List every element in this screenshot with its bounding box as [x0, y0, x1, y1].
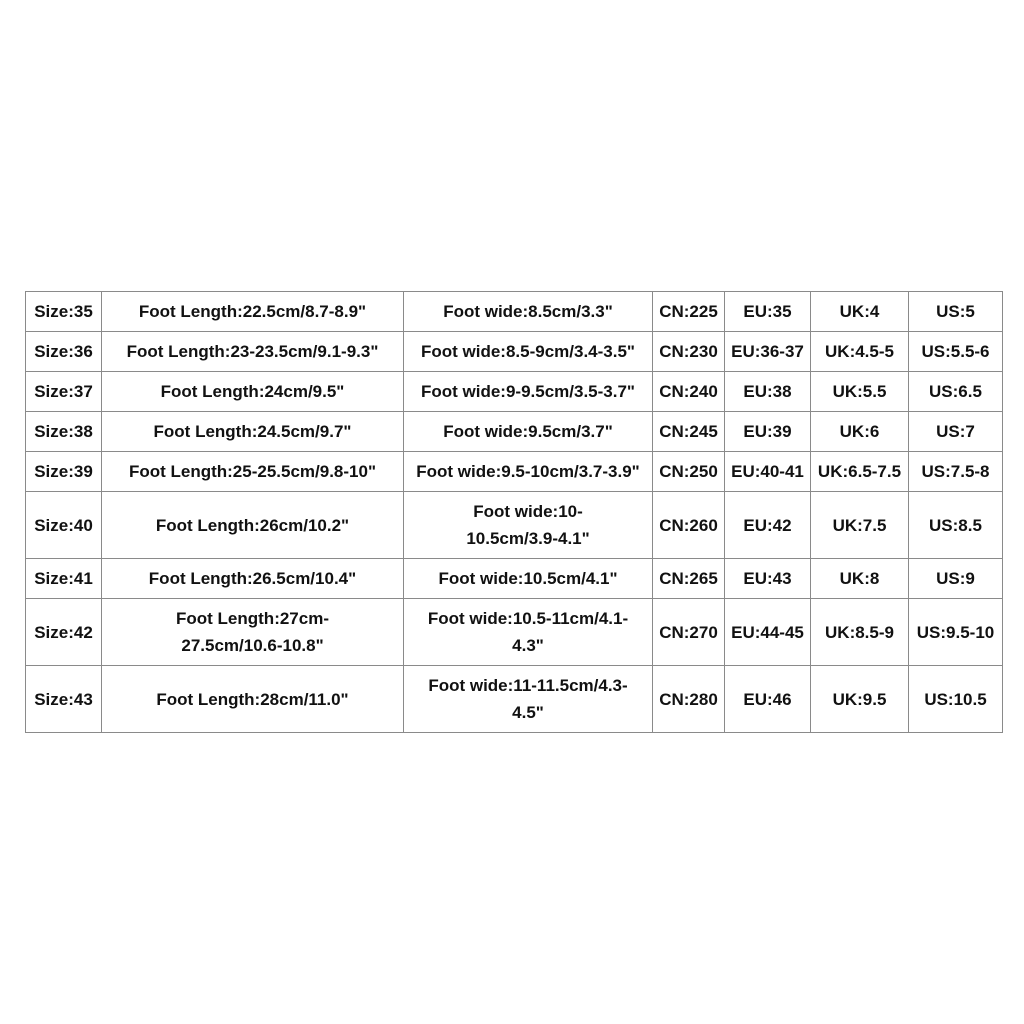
size-cell: Size:37	[26, 372, 102, 412]
eu-size-cell: EU:35	[725, 292, 811, 332]
table-row	[26, 492, 1003, 559]
us-size-cell: US:9	[909, 559, 1003, 599]
foot-wide-cell: Foot wide:9.5-10cm/3.7-3.9"	[404, 452, 653, 492]
eu-size-cell: EU:42	[725, 492, 811, 559]
us-size-cell: US:10.5	[909, 666, 1003, 733]
foot-length-cell: Foot Length:28cm/11.0"	[102, 666, 404, 733]
table-row	[26, 599, 1003, 666]
foot-length-cell: Foot Length:22.5cm/8.7-8.9"	[102, 292, 404, 332]
us-size-cell: US:7.5-8	[909, 452, 1003, 492]
size-cell: Size:43	[26, 666, 102, 733]
eu-size-cell: EU:40-41	[725, 452, 811, 492]
foot-wide-cell: Foot wide:8.5-9cm/3.4-3.5"	[404, 332, 653, 372]
uk-size-cell: UK:5.5	[811, 372, 909, 412]
size-cell: Size:40	[26, 492, 102, 559]
us-size-cell: US:5	[909, 292, 1003, 332]
foot-length-cell: Foot Length:27cm-27.5cm/10.6-10.8"	[102, 599, 404, 666]
size-cell: Size:38	[26, 412, 102, 452]
uk-size-cell: UK:6.5-7.5	[811, 452, 909, 492]
foot-wide-cell: Foot wide:9.5cm/3.7"	[404, 412, 653, 452]
eu-size-cell: EU:39	[725, 412, 811, 452]
cn-size-cell: CN:230	[653, 332, 725, 372]
eu-size-cell: EU:36-37	[725, 332, 811, 372]
uk-size-cell: UK:8.5-9	[811, 599, 909, 666]
foot-length-cell: Foot Length:25-25.5cm/9.8-10"	[102, 452, 404, 492]
table-row	[26, 372, 1003, 412]
us-size-cell: US:5.5-6	[909, 332, 1003, 372]
uk-size-cell: UK:9.5	[811, 666, 909, 733]
foot-length-cell: Foot Length:26cm/10.2"	[102, 492, 404, 559]
uk-size-cell: UK:4.5-5	[811, 332, 909, 372]
cn-size-cell: CN:225	[653, 292, 725, 332]
size-cell: Size:41	[26, 559, 102, 599]
eu-size-cell: EU:43	[725, 559, 811, 599]
size-cell: Size:36	[26, 332, 102, 372]
foot-length-cell: Foot Length:26.5cm/10.4"	[102, 559, 404, 599]
cn-size-cell: CN:250	[653, 452, 725, 492]
table-row	[26, 292, 1003, 332]
table-row	[26, 452, 1003, 492]
cn-size-cell: CN:260	[653, 492, 725, 559]
table-row	[26, 412, 1003, 452]
us-size-cell: US:9.5-10	[909, 599, 1003, 666]
foot-wide-cell: Foot wide:10-10.5cm/3.9-4.1"	[404, 492, 653, 559]
uk-size-cell: UK:6	[811, 412, 909, 452]
foot-length-cell: Foot Length:24.5cm/9.7"	[102, 412, 404, 452]
cn-size-cell: CN:270	[653, 599, 725, 666]
eu-size-cell: EU:44-45	[725, 599, 811, 666]
uk-size-cell: UK:7.5	[811, 492, 909, 559]
size-cell: Size:42	[26, 599, 102, 666]
cn-size-cell: CN:240	[653, 372, 725, 412]
us-size-cell: US:6.5	[909, 372, 1003, 412]
us-size-cell: US:8.5	[909, 492, 1003, 559]
cn-size-cell: CN:265	[653, 559, 725, 599]
uk-size-cell: UK:4	[811, 292, 909, 332]
size-cell: Size:39	[26, 452, 102, 492]
foot-length-cell: Foot Length:24cm/9.5"	[102, 372, 404, 412]
cn-size-cell: CN:280	[653, 666, 725, 733]
table-row	[26, 559, 1003, 599]
cn-size-cell: CN:245	[653, 412, 725, 452]
eu-size-cell: EU:46	[725, 666, 811, 733]
foot-wide-cell: Foot wide:8.5cm/3.3"	[404, 292, 653, 332]
size-chart-table	[25, 291, 1003, 733]
foot-wide-cell: Foot wide:11-11.5cm/4.3-4.5"	[404, 666, 653, 733]
table-row	[26, 666, 1003, 733]
table-row	[26, 332, 1003, 372]
foot-length-cell: Foot Length:23-23.5cm/9.1-9.3"	[102, 332, 404, 372]
eu-size-cell: EU:38	[725, 372, 811, 412]
foot-wide-cell: Foot wide:9-9.5cm/3.5-3.7"	[404, 372, 653, 412]
size-cell: Size:35	[26, 292, 102, 332]
us-size-cell: US:7	[909, 412, 1003, 452]
uk-size-cell: UK:8	[811, 559, 909, 599]
foot-wide-cell: Foot wide:10.5cm/4.1"	[404, 559, 653, 599]
foot-wide-cell: Foot wide:10.5-11cm/4.1-4.3"	[404, 599, 653, 666]
